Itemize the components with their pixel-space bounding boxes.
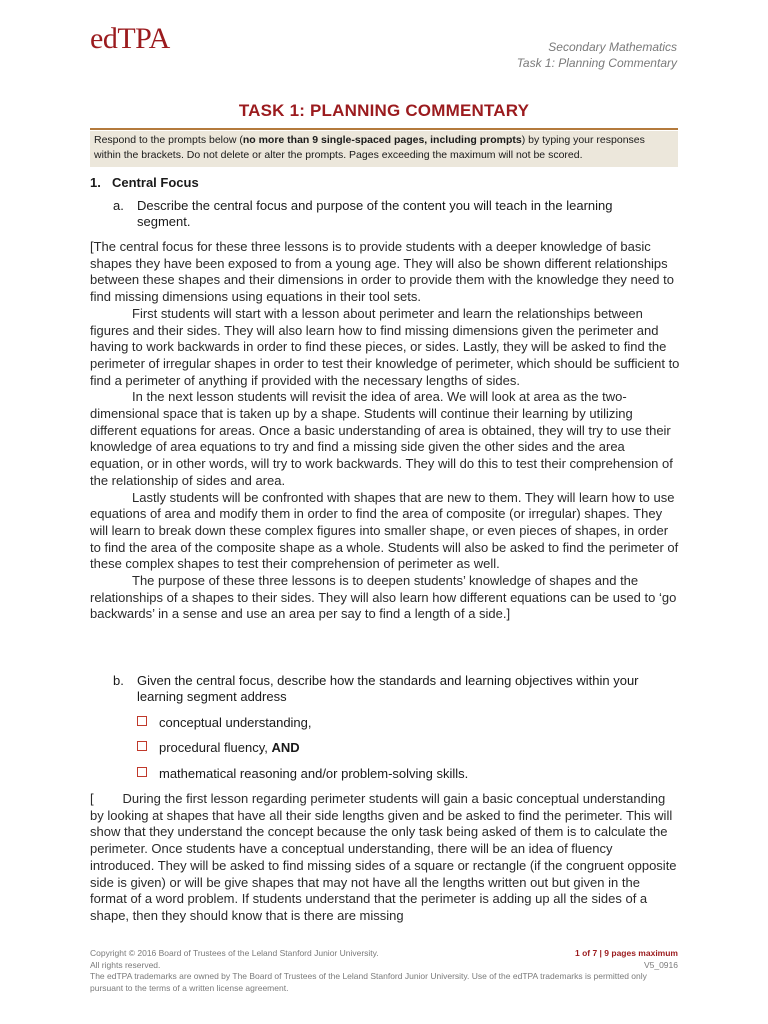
bullet-bold: AND xyxy=(271,740,300,755)
version-code: V5_0916 xyxy=(643,959,678,970)
prompt-a-line-1: Describe the central focus and purpose of the content you will teach in the learning xyxy=(137,198,613,213)
response-a-paragraph: The purpose of these three lessons is to deepen students’ knowledge of shapes and the relationships of a shapes to their sides. They will also learn how different equations can be used to ‘go backwards’ in a sense and use an area per say to find a length of a side.] xyxy=(90,573,677,622)
prompt-b xyxy=(113,673,673,707)
section-heading xyxy=(90,175,199,190)
response-a xyxy=(90,239,680,623)
bullet-text: procedural fluency, xyxy=(159,740,272,755)
title-divider xyxy=(90,128,678,130)
instructions-bold: no more than 9 single-spaced pages, including prompts xyxy=(242,134,522,146)
checkbox-icon xyxy=(137,767,147,777)
prompt-b-line-2: learning segment address xyxy=(137,689,287,704)
checkbox-icon xyxy=(137,716,147,726)
page-footer xyxy=(90,948,678,994)
prompt-a-letter: a. xyxy=(113,198,124,213)
prompt-b-letter: b. xyxy=(113,673,124,688)
prompt-a-line-2: segment. xyxy=(137,214,191,229)
instructions-text-1: Respond to the prompts below ( xyxy=(94,134,243,146)
bullet-text: conceptual understanding, xyxy=(159,715,312,730)
section-title: Central Focus xyxy=(112,175,199,190)
prompt-a xyxy=(113,198,673,232)
page-count: 1 of 7 | 9 pages maximum xyxy=(574,948,678,958)
bullet-text: mathematical reasoning and/or problem-solving skills. xyxy=(159,766,469,781)
instructions-text-2: ) by typing your responses within the brackets. Do not delete or alter the prompts. Pages exceeding the maximum will not be scored. xyxy=(94,134,645,161)
bullet-procedural xyxy=(137,740,300,756)
section-number: 1. xyxy=(90,175,101,190)
instructions-box xyxy=(90,131,678,167)
response-a-paragraph: [The central focus for these three lessons is to provide students with a deeper knowledge of basic shapes they have been exposed to from a young age. They will also be shown different relationships between these shapes and their dimensions in order to provide them with the knowledge they need to find missing dimensions using equations in their tool sets. xyxy=(90,239,674,305)
header-subject: Secondary Mathematics xyxy=(548,40,677,54)
header-task: Task 1: Planning Commentary xyxy=(516,56,677,70)
prompt-b-line-1: Given the central focus, describe how the standards and learning objectives within your xyxy=(137,673,639,688)
bullet-conceptual xyxy=(137,715,312,731)
footer-trademark: The edTPA trademarks are owned by The Board of Trustees of the Leland Stanford Junior University. Use of the edTPA trademarks is permitted only pursuant to the terms of a written license agreement. xyxy=(90,971,647,993)
page-title: TASK 1: PLANNING COMMENTARY xyxy=(238,101,530,120)
bullet-reasoning xyxy=(137,766,468,782)
edtpa-logo: edTPA xyxy=(90,22,170,55)
footer-rights: All rights reserved. xyxy=(90,959,161,970)
response-a-paragraph: Lastly students will be confronted with shapes that are new to them. They will learn how to use equations of area and modify them in order to find the area of composite (or irregular) shapes. They will learn to break down these complex figures into smaller shape, or even pieces of shapes, in order to find the area of the composite shape as a whole. Students will also be asked to find the perimeter of these complex shapes to test their comprehension of perimeter as well. xyxy=(90,489,679,572)
response-a-paragraph: First students will start with a lesson about perimeter and learn the relationships between figures and their sides. They will also learn how to find missing dimensions given the perimeter and having to work backwards in order to find these pieces, or sides. Lastly, they will be asked to find the perimeter of irregular shapes in order to test their knowledge of perimeter, which should be sufficient to find a perimeter of anything if provided with the necessary lengths of sides. xyxy=(90,305,680,388)
checkbox-icon xyxy=(137,741,147,751)
prompt-a-text xyxy=(137,198,613,230)
response-a-paragraph: In the next lesson students will revisit the idea of area. We will look at area as the two-dimensional space that is taken up by a shape. Students will continue their learning by utilizing different equations for areas. Once a basic understanding of area is obtained, they will try to use their knowledge of area equations to try and find a missing side given the other sides and the area equation, or in other words, will try to work backwards. They will do this to test their comprehension of the relationship of sides and area. xyxy=(90,389,673,488)
response-b: [ During the first lesson regarding perimeter students will gain a basic conceptual understanding by looking at shapes that have all their side lengths given and be asked to find the perimeter. This will show that they understand the concept because the only task being asked of them is to calculate the perimeter. Once students have a conceptual understanding, there will be an idea of fluency introduced. They will be asked to find missing sides of a square or rectangle (if the congruent opposite side is given) or will be give shapes that may not have all the lengths written out but given in the format of a word problem. If students understand that the perimeter is adding up all the sides of a shape, then they should know that is there are missing xyxy=(90,791,681,923)
footer-copyright: Copyright © 2016 Board of Trustees of the Leland Stanford Junior University. xyxy=(90,948,379,958)
running-header xyxy=(517,39,677,71)
prompt-b-text xyxy=(137,673,639,705)
footer-right xyxy=(575,948,678,971)
